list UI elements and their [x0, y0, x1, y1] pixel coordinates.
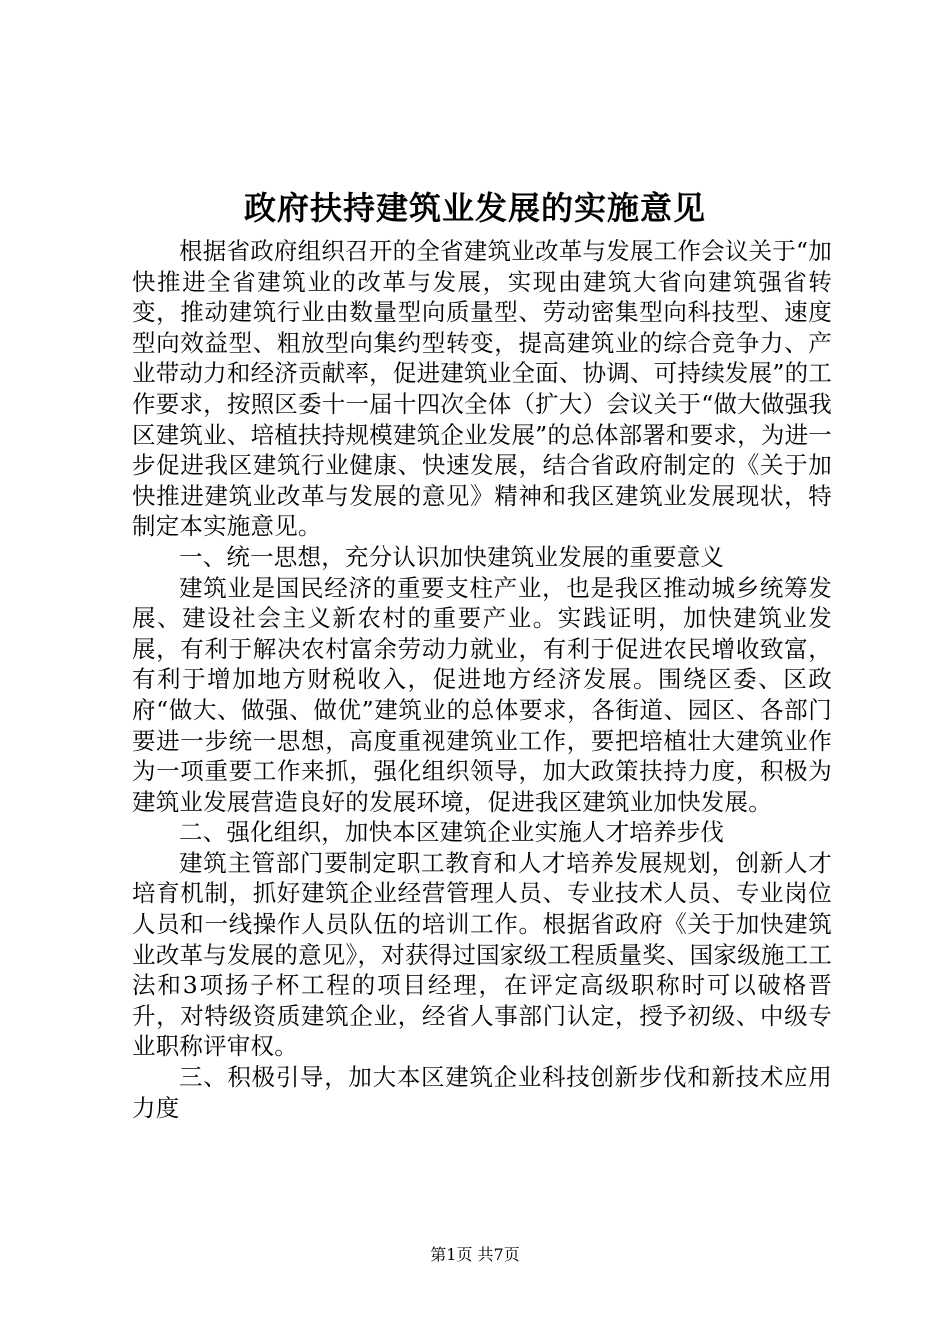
section-2-paragraph: 建筑主管部门要制定职工教育和人才培养发展规划，创新人才培育机制，抓好建筑企业经营管理人员、专业技术人员、专业岗位人员和一线操作人员队伍的培训工作。根据省政府《关于加快建筑业改革与发展的意见》，对获得过国家级工程质量奖、国家级施工工法和3项扬子杯工程的项目经理，在评定高级职称时可以破格晋升，对特级资质建筑企业，经省人事部门认定，授予初级、中级专业职称评审权。 [132, 848, 832, 1061]
document-body [132, 236, 832, 1123]
intro-paragraph: 根据省政府组织召开的全省建筑业改革与发展工作会议关于“加快推进全省建筑业的改革与发展，实现由建筑大省向建筑强省转变，推动建筑行业由数量型向质量型、劳动密集型向科技型、速度型向效益型、粗放型向集约型转变，提高建筑业的综合竞争力、产业带动力和经济贡献率，促进建筑业全面、协调、可持续发展”的工作要求，按照区委十一届十四次全体（扩大）会议关于“做大做强我区建筑业、培植扶持规模建筑企业发展”的总体部署和要求，为进一步促进我区建筑行业健康、快速发展，结合省政府制定的《关于加快推进建筑业改革与发展的意见》精神和我区建筑业发展现状，特制定本实施意见。 [132, 237, 832, 541]
section-heading-3: 三、积极引导，加大本区建筑企业科技创新步伐和新技术应用力度 [132, 1063, 832, 1122]
section-heading-2: 二、强化组织，加快本区建筑企业实施人才培养步伐 [179, 818, 725, 847]
page-number-footer: 第1页 共7页 [430, 1245, 520, 1264]
document-title: 政府扶持建筑业发展的实施意见 [243, 189, 706, 227]
section-heading-1: 一、统一思想，充分认识加快建筑业发展的重要意义 [179, 542, 725, 571]
section-1-paragraph: 建筑业是国民经济的重要支柱产业，也是我区推动城乡统筹发展、建设社会主义新农村的重要产业。实践证明，加快建筑业发展，有利于解决农村富余劳动力就业，有利于促进农民增收致富，有利于增加地方财税收入，促进地方经济发展。围绕区委、区政府“做大、做强、做优”建筑业的总体要求，各街道、园区、各部门要进一步统一思想，高度重视建筑业工作，要把培植壮大建筑业作为一项重要工作来抓，强化组织领导，加大政策扶持力度，积极为建筑业发展营造良好的发展环境，促进我区建筑业加快发展。 [132, 573, 832, 816]
